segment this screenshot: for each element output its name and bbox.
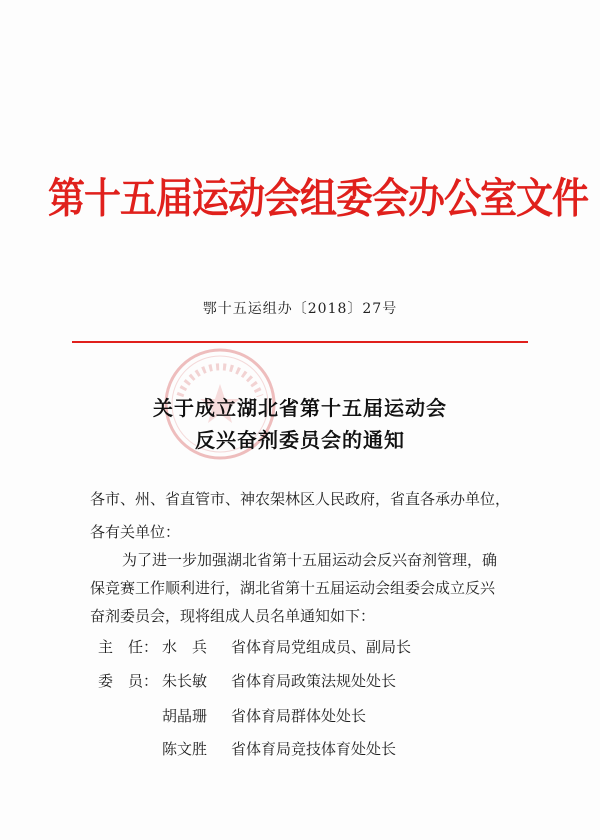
recipients-line-1: 各市、州、省直管市、神农架林区人民政府，省直各承办单位， <box>90 490 511 508</box>
notice-title-line-2: 反兴奋剂委员会的通知 <box>195 428 405 452</box>
member-role: 主 任： <box>98 638 159 656</box>
member-name: 水 兵 <box>162 638 208 656</box>
paragraph-line-3: 奋剂委员会，现将组成人员名单通知如下： <box>90 607 376 625</box>
member-title: 省体育局党组成员、副局长 <box>231 638 412 656</box>
red-divider-line <box>72 341 528 343</box>
recipients-line-2: 各有关单位： <box>90 523 181 541</box>
member-title: 省体育局群体处处长 <box>231 707 367 725</box>
paragraph-line-1: 为了进一步加强湖北省第十五届运动会反兴奋剂管理，确 <box>122 551 498 569</box>
member-title: 省体育局政策法规处处长 <box>231 672 397 690</box>
member-name: 朱长敏 <box>162 672 208 690</box>
paragraph-line-2: 保竞赛工作顺利进行，湖北省第十五届运动会组委会成立反兴 <box>90 579 496 597</box>
notice-title-line-1: 关于成立湖北省第十五届运动会 <box>153 396 447 420</box>
member-role: 委 员： <box>98 672 159 690</box>
member-name: 陈文胜 <box>162 740 208 758</box>
member-name: 胡晶珊 <box>162 707 208 725</box>
document-number: 鄂十五运组办〔2018〕27号 <box>202 301 398 317</box>
document-header-title: 第十五届运动会组委会办公室文件 <box>48 173 588 223</box>
member-title: 省体育局竞技体育处处长 <box>231 740 397 758</box>
